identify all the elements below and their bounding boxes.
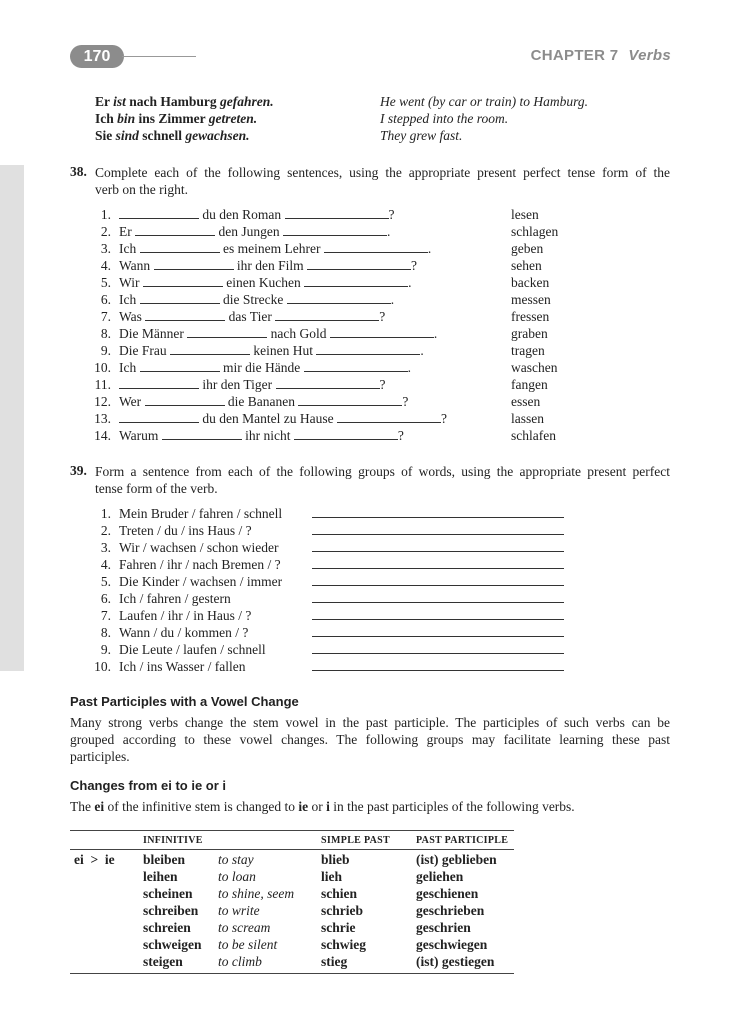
infinitive-hint: schlafen	[511, 428, 556, 443]
item-number: 7.	[100, 608, 111, 623]
infinitive-cell: schweigen	[143, 937, 202, 952]
subsection-sentence	[70, 798, 575, 815]
sentence-text: es meinem Lehrer	[219, 241, 324, 256]
sentence-text: Wann	[119, 258, 154, 273]
sentence-text: ?	[440, 411, 447, 426]
infinitive-cell: schreiben	[143, 903, 199, 918]
item-number: 14.	[94, 428, 111, 443]
sentence-text: .	[407, 360, 411, 375]
answer-blank	[298, 393, 402, 406]
gloss-cell: to climb	[218, 954, 262, 969]
item-sentence	[119, 240, 431, 257]
sentence-text: Was	[119, 309, 146, 324]
sentence-text: Wir	[119, 275, 143, 290]
exercise-item	[0, 556, 737, 573]
sentence-text: keinen Hut	[250, 343, 317, 358]
example-english: I stepped into the room.	[380, 111, 509, 126]
answer-blank	[140, 291, 220, 304]
example-german	[95, 110, 274, 127]
exercise-item	[0, 359, 737, 376]
example-german	[95, 127, 274, 144]
sentence-text: .	[408, 275, 412, 290]
item-sentence	[119, 223, 390, 240]
exercise-item	[0, 240, 737, 257]
exercise-item	[0, 410, 737, 427]
answer-line	[312, 522, 564, 535]
item-number: 10.	[94, 360, 111, 375]
item-number: 9.	[100, 343, 111, 358]
sentence-text: Wer	[119, 394, 145, 409]
past-participle-cell: geschrieben	[416, 903, 485, 918]
section-heading: Past Participles with a Vowel Change	[70, 694, 299, 709]
word-group: Die Kinder / wachsen / immer	[119, 574, 283, 589]
answer-line	[312, 624, 564, 637]
sentence-text: ihr den Tiger	[199, 377, 276, 392]
exercise-item	[0, 257, 737, 274]
sentence-text: die Strecke	[219, 292, 287, 307]
exercise-item	[0, 624, 737, 641]
simple-past-cell: schien	[321, 886, 358, 901]
item-sentence	[119, 376, 386, 393]
sentence-text: .	[420, 343, 424, 358]
word-group: Wir / wachsen / schon wieder	[119, 540, 279, 555]
exercise-item	[0, 291, 737, 308]
answer-blank	[119, 410, 199, 423]
sentence-text: .	[427, 241, 432, 256]
sentence-text: ihr den Film	[233, 258, 308, 273]
answer-blank	[145, 308, 225, 321]
exercise-item	[0, 308, 737, 325]
paragraph-line: participles.	[70, 749, 130, 764]
infinitive-hint: messen	[511, 292, 551, 307]
past-participle-cell: geschwiegen	[416, 937, 488, 952]
item-sentence	[119, 359, 411, 376]
answer-line	[312, 505, 564, 518]
infinitive-cell: bleiben	[143, 852, 186, 867]
sentence-text: einen Kuchen	[222, 275, 305, 290]
example-text: schnell	[138, 128, 186, 143]
past-participle-cell: geschienen	[416, 886, 479, 901]
exercise-item	[0, 376, 737, 393]
item-number: 2.	[100, 523, 111, 538]
answer-blank	[307, 257, 411, 270]
word-group: Fahren / ihr / nach Bremen / ?	[119, 557, 281, 572]
table-bottom-rule	[70, 973, 514, 974]
infinitive-hint: geben	[511, 241, 544, 256]
word-group: Ich / fahren / gestern	[119, 591, 231, 606]
example-text: gefahren.	[220, 94, 274, 109]
item-sentence	[119, 206, 395, 223]
sentence-text: ?	[411, 258, 418, 273]
answer-line	[312, 539, 564, 552]
item-number: 5.	[100, 275, 111, 290]
infinitive-hint: backen	[511, 275, 550, 290]
answer-blank	[143, 274, 223, 287]
answer-blank	[162, 427, 242, 440]
example-text: getreten.	[208, 111, 258, 126]
item-sentence	[119, 257, 417, 274]
sentence-text: .	[433, 326, 438, 341]
item-number: 12.	[94, 394, 111, 409]
header-infinitive: INFINITIVE	[143, 835, 203, 846]
past-participle-cell: geschrien	[416, 920, 471, 935]
example-text: ist	[113, 94, 126, 109]
item-number: 6.	[100, 591, 111, 606]
gloss-cell: to write	[218, 903, 260, 918]
gloss-cell: to be silent	[218, 937, 278, 952]
exercise-39-number: 39.	[70, 463, 87, 478]
gloss-cell: to stay	[218, 852, 254, 867]
answer-blank	[287, 291, 391, 304]
example-text: Sie	[95, 128, 116, 143]
example-text: Er	[95, 94, 114, 109]
item-sentence	[119, 274, 412, 291]
gloss-cell: to loan	[218, 869, 256, 884]
exercise-item	[0, 590, 737, 607]
word-group: Ich / ins Wasser / fallen	[119, 659, 246, 674]
infinitive-hint: essen	[511, 394, 541, 409]
item-sentence	[119, 410, 447, 427]
item-number: 6.	[100, 292, 111, 307]
sentence-text: ?	[397, 428, 404, 443]
example-german-column	[95, 93, 274, 144]
sentence-text: .	[390, 292, 395, 307]
item-number: 1.	[100, 207, 111, 222]
example-text: sind	[115, 128, 139, 143]
exercise-item	[0, 607, 737, 624]
item-sentence	[119, 308, 385, 325]
item-number: 2.	[100, 224, 111, 239]
sentence-text: Warum	[119, 428, 162, 443]
sentence-text: ihr nicht	[241, 428, 294, 443]
sentence-text: or	[308, 799, 327, 814]
sentence-text: Die Frau	[119, 343, 170, 358]
answer-blank	[135, 223, 215, 236]
answer-blank	[170, 342, 250, 355]
simple-past-cell: blieb	[321, 852, 350, 867]
answer-blank	[324, 240, 428, 253]
item-sentence	[119, 291, 394, 308]
sentence-text: den Jungen	[215, 224, 283, 239]
answer-line	[312, 607, 564, 620]
item-number: 3.	[100, 241, 111, 256]
item-number: 7.	[100, 309, 111, 324]
answer-blank	[275, 308, 379, 321]
exercise-item	[0, 274, 737, 291]
instruction-line: Form a sentence from each of the following groups of words, using the appropriate present perfect	[95, 464, 670, 479]
answer-blank	[140, 240, 220, 253]
page-number: 170	[70, 45, 124, 68]
simple-past-cell: schrie	[321, 920, 356, 935]
infinitive-cell: leihen	[143, 869, 178, 884]
example-text: ins Zimmer	[135, 111, 209, 126]
exercise-item	[0, 658, 737, 675]
item-number: 5.	[100, 574, 111, 589]
sentence-text: Ich	[119, 292, 140, 307]
sentence-text: die Bananen	[224, 394, 299, 409]
sentence-text: ei	[94, 799, 105, 814]
infinitive-hint: lassen	[511, 411, 544, 426]
infinitive-hint: lesen	[511, 207, 539, 222]
running-header	[531, 47, 671, 64]
sentence-text: Er	[119, 224, 136, 239]
infinitive-hint: fressen	[511, 309, 550, 324]
item-number: 13.	[94, 411, 111, 426]
chapter-label: CHAPTER 7	[530, 47, 619, 64]
answer-line	[312, 573, 564, 586]
exercise-item	[0, 505, 737, 522]
past-participle-cell: (ist) gestiegen	[416, 954, 495, 969]
simple-past-cell: lieh	[321, 869, 343, 884]
example-text: bin	[117, 111, 136, 126]
word-group: Treten / du / ins Haus / ?	[119, 523, 252, 538]
answer-blank	[304, 359, 408, 372]
header-rule	[122, 56, 196, 57]
infinitive-hint: sehen	[511, 258, 542, 273]
sentence-text: The	[70, 799, 95, 814]
answer-line	[312, 590, 564, 603]
simple-past-cell: schwieg	[321, 937, 366, 952]
sentence-text: i	[326, 799, 330, 814]
infinitive-hint: waschen	[511, 360, 558, 375]
sentence-text: nach Gold	[267, 326, 330, 341]
sentence-text: du den Roman	[199, 207, 285, 222]
sentence-text: ?	[379, 377, 386, 392]
exercise-item	[0, 573, 737, 590]
infinitive-hint: schlagen	[511, 224, 559, 239]
item-number: 11.	[94, 377, 111, 392]
answer-blank	[283, 223, 387, 236]
word-group: Wann / du / kommen / ?	[119, 625, 249, 640]
sentence-text: ?	[402, 394, 409, 409]
answer-blank	[154, 257, 234, 270]
item-sentence	[119, 325, 437, 342]
exercise-38-instruction	[95, 164, 670, 198]
example-text: Ich	[95, 111, 118, 126]
item-number: 4.	[100, 258, 111, 273]
example-english: He went (by car or train) to Hamburg.	[380, 94, 588, 109]
example-english-column	[380, 93, 588, 144]
word-group: Laufen / ihr / in Haus / ?	[119, 608, 252, 623]
answer-blank	[119, 206, 199, 219]
gloss-cell: to shine, seem	[218, 886, 295, 901]
header-simple-past: SIMPLE PAST	[321, 835, 390, 846]
item-number: 8.	[100, 326, 111, 341]
sentence-text: du den Mantel zu Hause	[199, 411, 337, 426]
item-sentence	[119, 427, 404, 444]
table-header-rule	[70, 849, 514, 850]
sentence-text: of the infinitive stem is changed to	[104, 799, 299, 814]
answer-blank	[119, 376, 199, 389]
header-past-participle: PAST PARTICIPLE	[416, 835, 509, 846]
answer-blank	[316, 342, 420, 355]
example-german	[95, 93, 274, 110]
sentence-text: Ich	[119, 241, 140, 256]
instruction-line: verb on the right.	[95, 182, 188, 197]
item-number: 3.	[100, 540, 111, 555]
sentence-text: Ich	[119, 360, 140, 375]
item-number: 1.	[100, 506, 111, 521]
instruction-line: tense form of the verb.	[95, 481, 218, 496]
answer-line	[312, 658, 564, 671]
infinitive-hint: graben	[511, 326, 548, 341]
exercise-item	[0, 223, 737, 240]
infinitive-hint: fangen	[511, 377, 548, 392]
item-number: 8.	[100, 625, 111, 640]
exercise-item	[0, 427, 737, 444]
answer-blank	[304, 274, 408, 287]
subsection-heading: Changes from ei to ie or i	[70, 778, 227, 793]
vowel-group-label: ei > ie	[74, 852, 115, 867]
gloss-cell: to scream	[218, 920, 271, 935]
past-participle-cell: (ist) geblieben	[416, 852, 497, 867]
item-number: 10.	[94, 659, 111, 674]
sentence-text: mir die Hände	[219, 360, 304, 375]
answer-blank	[294, 427, 398, 440]
exercise-item	[0, 522, 737, 539]
answer-blank	[276, 376, 380, 389]
sentence-text: ?	[388, 207, 395, 222]
answer-blank	[187, 325, 267, 338]
item-sentence	[119, 393, 408, 410]
item-number: 9.	[100, 642, 111, 657]
exercise-item	[0, 641, 737, 658]
section-paragraph	[70, 714, 670, 765]
example-text: nach Hamburg	[125, 94, 221, 109]
infinitive-cell: scheinen	[143, 886, 193, 901]
infinitive-cell: steigen	[143, 954, 183, 969]
example-text: gewachsen.	[185, 128, 250, 143]
simple-past-cell: schrieb	[321, 903, 363, 918]
exercise-item	[0, 539, 737, 556]
sentence-text: .	[387, 224, 391, 239]
exercise-item	[0, 206, 737, 223]
answer-line	[312, 556, 564, 569]
item-sentence	[119, 342, 424, 359]
answer-blank	[330, 325, 434, 338]
paragraph-line: Many strong verbs change the stem vowel in the past participle. The participles of such verbs can be	[70, 715, 670, 730]
exercise-item	[0, 393, 737, 410]
table-top-rule	[70, 830, 514, 831]
simple-past-cell: stieg	[321, 954, 348, 969]
exercise-item	[0, 342, 737, 359]
answer-blank	[285, 206, 389, 219]
answer-blank	[140, 359, 220, 372]
answer-line	[312, 641, 564, 654]
sentence-text: in the past participles of the following verbs.	[329, 799, 575, 814]
infinitive-hint: tragen	[511, 343, 545, 358]
exercise-39-instruction	[95, 463, 670, 497]
past-participle-cell: geliehen	[416, 869, 464, 884]
example-english: They grew fast.	[380, 128, 463, 143]
paragraph-line: grouped according to these vowel changes. The following groups may facilitate learning these past	[70, 732, 670, 747]
exercise-item	[0, 325, 737, 342]
sentence-text: das Tier	[225, 309, 276, 324]
item-number: 4.	[100, 557, 111, 572]
infinitive-cell: schreien	[143, 920, 191, 935]
exercise-38-number: 38.	[70, 164, 87, 179]
instruction-line: Complete each of the following sentences, using the appropriate present perfect tense form of the	[95, 165, 670, 180]
chapter-title: Verbs	[628, 47, 671, 64]
word-group: Die Leute / laufen / schnell	[119, 642, 266, 657]
sentence-text: Die Männer	[119, 326, 188, 341]
answer-blank	[145, 393, 225, 406]
sentence-text: ie	[298, 799, 309, 814]
answer-blank	[337, 410, 441, 423]
sentence-text: ?	[379, 309, 386, 324]
word-group: Mein Bruder / fahren / schnell	[119, 506, 283, 521]
